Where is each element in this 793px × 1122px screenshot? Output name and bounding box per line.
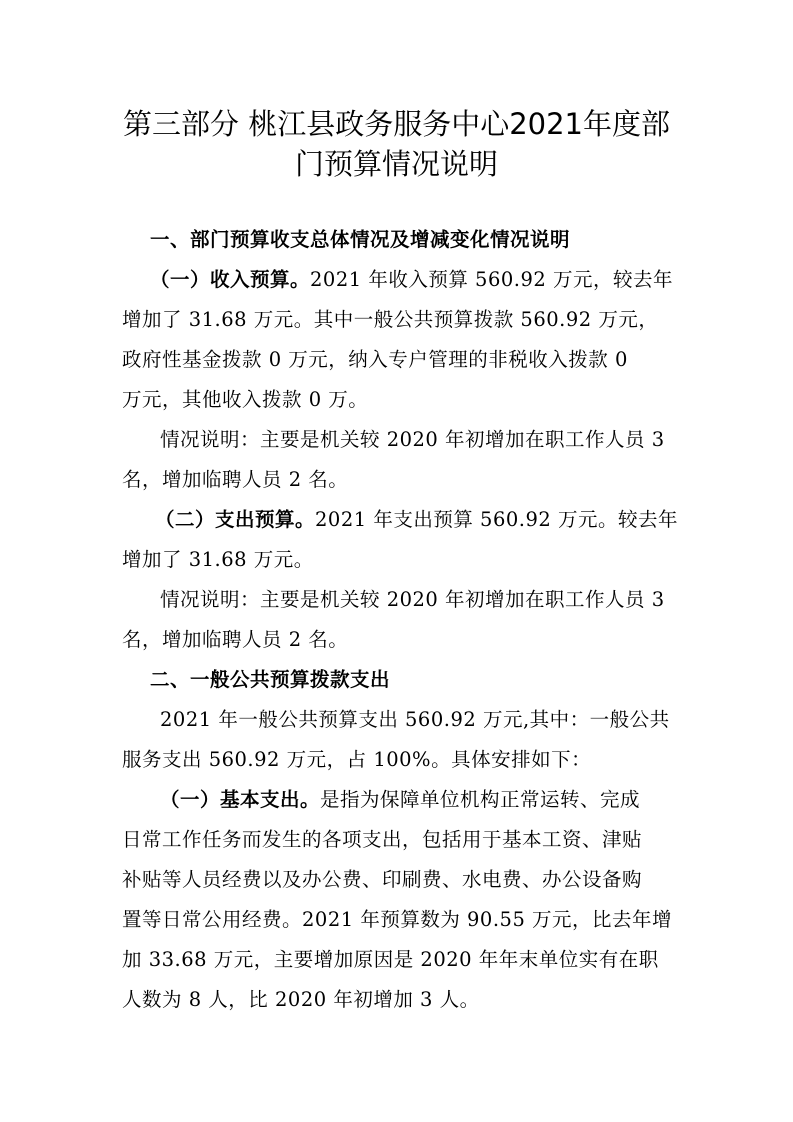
basic-expense-line-5: 加 33.68 万元，主要增加原因是 2020 年年末单位实有在职 bbox=[122, 948, 659, 971]
expense-label: （二）支出预算。 bbox=[155, 508, 316, 531]
expense-line-1-text: 2021 年支出预算 560.92 万元。较去年 bbox=[315, 508, 678, 531]
basic-expense-line-1 bbox=[160, 787, 720, 813]
basic-expense-line-2: 日常工作任务而发生的各项支出，包括用于基本工资、津贴 bbox=[122, 828, 643, 851]
document-title-line-1: 第三部分 桃江县政务服务中心2021年度部 bbox=[122, 107, 671, 141]
expense-note-line-1: 情况说明：主要是机关较 2020 年初增加在职工作人员 3 bbox=[160, 588, 665, 611]
income-paragraph-line-4: 万元，其他收入拨款 0 万。 bbox=[122, 388, 369, 411]
basic-expense-line-1-text: 是指为保障单位机构正常运转、完成 bbox=[320, 788, 641, 811]
basic-expense-label: （一）基本支出。 bbox=[160, 788, 321, 811]
section-2-paragraph-line-1: 2021 年一般公共预算支出 560.92 万元,其中：一般公共 bbox=[160, 708, 670, 731]
income-paragraph-line-3: 政府性基金拨款 0 万元，纳入专户管理的非税收入拨款 0 bbox=[122, 348, 628, 371]
section-2-paragraph-line-2: 服务支出 560.92 万元，占 100%。具体安排如下： bbox=[122, 748, 592, 771]
document-title-line-2: 门预算情况说明 bbox=[294, 147, 498, 181]
basic-expense-line-4: 置等日常公用经费。2021 年预算数为 90.55 万元，比去年增 bbox=[122, 908, 673, 931]
income-line-1-text: 2021 年收入预算 560.92 万元，较去年 bbox=[310, 268, 673, 291]
income-paragraph-line-1 bbox=[150, 267, 710, 293]
expense-paragraph-line-2: 增加了 31.68 万元。 bbox=[122, 548, 314, 571]
income-label: （一）收入预算。 bbox=[150, 268, 311, 291]
section-1-heading: 一、部门预算收支总体情况及增减变化情况说明 bbox=[150, 228, 571, 251]
income-paragraph-line-2: 增加了 31.68 万元。其中一般公共预算拨款 560.92 万元， bbox=[122, 308, 659, 331]
basic-expense-line-6: 人数为 8 人，比 2020 年初增加 3 人。 bbox=[122, 988, 480, 1011]
income-note-line-1: 情况说明：主要是机关较 2020 年初增加在职工作人员 3 bbox=[160, 428, 665, 451]
income-note-line-2: 名，增加临聘人员 2 名。 bbox=[122, 468, 349, 491]
expense-paragraph-line-1 bbox=[155, 507, 715, 533]
basic-expense-line-3: 补贴等人员经费以及办公费、印刷费、水电费、办公设备购 bbox=[122, 868, 643, 891]
section-2-heading: 二、一般公共预算拨款支出 bbox=[150, 668, 391, 691]
expense-note-line-2: 名，增加临聘人员 2 名。 bbox=[122, 628, 349, 651]
